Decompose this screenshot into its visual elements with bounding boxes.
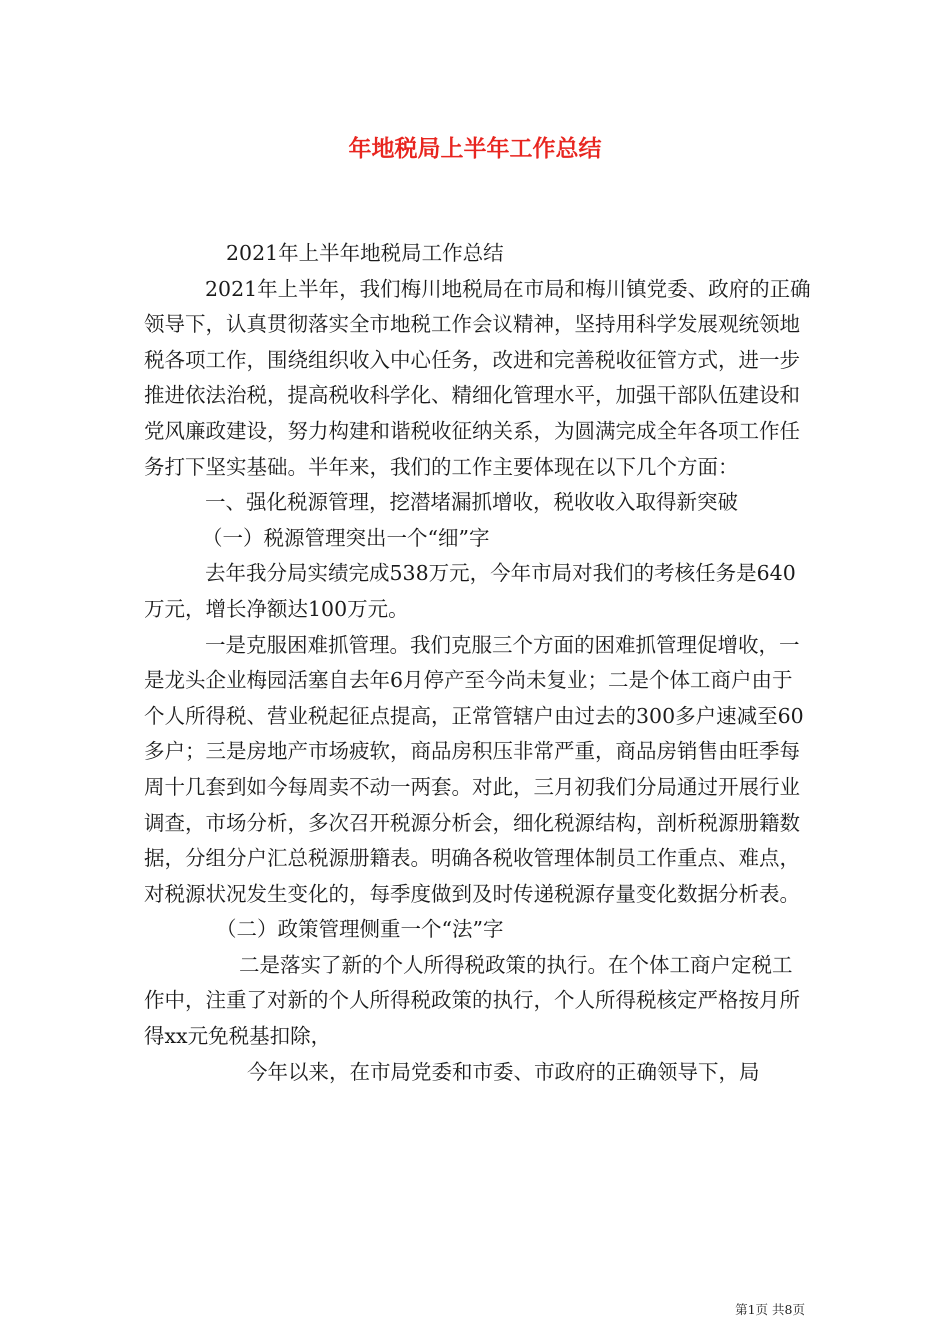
page-number: 第1页 共8页 — [735, 1302, 805, 1317]
section-heading-1: 一、强化税源管理，挖潜堵漏抓增收，税收收入取得新突破 — [205, 490, 738, 515]
body-paragraph: 一是克服困难抓管理。我们克服三个方面的困难抓管理促增收，一是龙头企业梅园活塞自去年6月停产至今尚未复业；二是个体工商户由于个人所得税、营业税起征点提高，正常管辖户由过去的300多户速减至60多户；三是房地产市场疲软，商品房积压非常严重，商品房销售由旺季每周十几套到如今每周卖不动一两套。对此，三月初我们分局通过开展行业调查，市场分析，多次召开税源分析会，细化税源结构，剖析税源册籍数据，分组分户汇总税源册籍表。明确各税收管理体制员工作重点、难点，对税源状况发生变化的，每季度做到及时传递税源存量变化数据分析表。 — [144, 632, 804, 906]
subsection-heading-1: （一）税源管理突出一个“细”字 — [202, 525, 490, 550]
body-paragraph: 二是落实了新的个人所得税政策的执行。在个体工商户定税工作中，注重了对新的个人所得税政策的执行，个人所得税核定严格按月所得xx元免税基扣除， — [144, 952, 800, 1049]
body-paragraph: 今年以来，在市局党委和市委、市政府的正确领导下，局 — [247, 1059, 760, 1084]
subtitle-paragraph: 2021年上半年地税局工作总结 — [226, 241, 504, 265]
document-title: 年地税局上半年工作总结 — [348, 136, 602, 162]
subsection-heading-2: （二）政策管理侧重一个“法”字 — [216, 917, 504, 942]
intro-paragraph: 2021年上半年，我们梅川地税局在市局和梅川镇党委、政府的正确领导下，认真贯彻落实全市地税工作会议精神，坚持用科学发展观统领地税各项工作，围绕组织收入中心任务，改进和完善税收征管方式，进一步推进依法治税，提高税收科学化、精细化管理水平，加强干部队伍建设和党风廉政建设，努力构建和谐税收征纳关系，为圆满完成全年各项工作任务打下坚实基础。半年来，我们的工作主要体现在以下几个方面： — [144, 276, 811, 479]
document-body — [144, 236, 812, 1090]
body-paragraph: 去年我分局实绩完成538万元，今年市局对我们的考核任务是640万元，增长净额达100万元。 — [144, 561, 796, 621]
